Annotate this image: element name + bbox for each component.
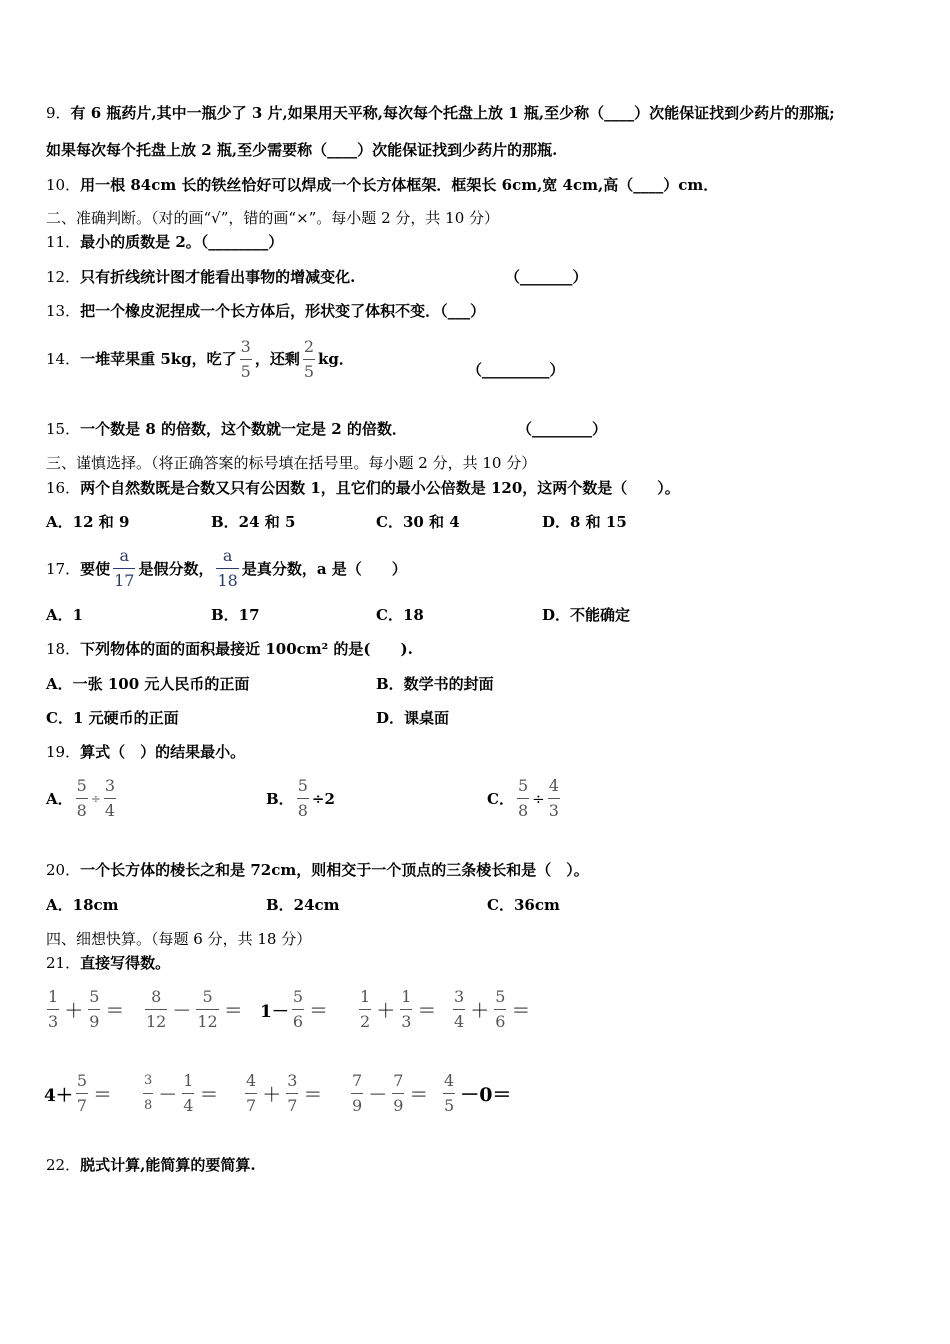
question-text: 是假分数，: [138, 559, 214, 578]
fraction: $\frac{3}{4}$: [454, 987, 465, 1031]
fraction: $\frac{3}{8}$: [143, 1071, 153, 1116]
calc-item: $\frac{4}{5}$ －0＝: [444, 1071, 512, 1115]
question-number: 19．: [46, 743, 81, 761]
section-2-heading: 二、准确判断。（对的画“√”，错的画“×”。每小题 2 分，共 10 分）: [46, 209, 500, 227]
question-text: 用一根 84cm 长的铁丝恰好可以焊成一个长方体框架．框架长 6cm,宽 4cm,高（____）cm．: [80, 176, 719, 194]
question-12: [46, 267, 355, 287]
answer-blank: （_________）: [467, 361, 565, 379]
question-13: [46, 301, 485, 321]
question-text: 算式（ ）的结果最小。: [80, 743, 246, 761]
calc-item: $\frac{1}{2}$ ＋ $\frac{1}{3}$ ＝: [360, 987, 437, 1031]
calc-item: $\frac{4}{7}$ ＋ $\frac{3}{7}$ ＝: [246, 1071, 323, 1115]
option-c: C．18: [376, 606, 424, 624]
calc-item: 1－ $\frac{5}{6}$ ＝: [260, 987, 329, 1031]
fraction: $\frac{4}{3}$: [548, 776, 559, 820]
fraction: $\frac{8}{12}$: [146, 987, 167, 1031]
question-number: 22．: [46, 1156, 81, 1174]
option-b: B．24cm: [266, 896, 340, 914]
fraction: $\frac{4}{7}$: [246, 1071, 257, 1115]
question-number: 21．: [46, 954, 81, 972]
question-20: [46, 860, 589, 880]
question-15: [46, 419, 407, 439]
fraction: $\frac{1}{3}$: [401, 987, 412, 1031]
option-a: A．12 和 9: [46, 513, 130, 531]
option-a: A．18cm: [46, 896, 119, 914]
question-11: [46, 232, 283, 252]
calc-item: $\frac{7}{9}$ － $\frac{7}{9}$ ＝: [352, 1071, 429, 1115]
question-text: 是真分数，a 是（ ）: [241, 559, 407, 578]
fraction: $\frac{5}{7}$: [76, 1071, 88, 1115]
fraction: $\frac{5}{12}$: [197, 987, 218, 1031]
answer-blank: （________）: [517, 420, 608, 438]
fraction: $\frac{5}{9}$: [89, 987, 100, 1031]
question-text: 有 6 瓶药片,其中一瓶少了 3 片,如果用天平称,每次每个托盘上放 1 瓶,至少称（____）次能保证找到少药片的那瓶;: [70, 104, 835, 122]
fraction: $\frac{5}{8}$: [297, 776, 308, 820]
question-number: 14．: [46, 350, 81, 368]
question-17: [46, 546, 407, 591]
question-number: 9．: [46, 104, 71, 122]
question-text: 两个自然数既是合数又只有公因数 1，且它们的最小公倍数是 120，这两个数是（ ）。: [80, 479, 680, 497]
question-text: ，还剩: [254, 350, 300, 368]
fraction: $\frac{5}{8}$: [517, 776, 529, 820]
option-c: C．1 元硬币的正面: [46, 709, 179, 727]
question-number: 17．: [46, 559, 81, 578]
question-text: 最小的质数是 2。（________）: [80, 233, 284, 251]
question-number: 18．: [46, 640, 81, 658]
fraction: $\frac{3}{4}$: [104, 776, 116, 820]
option-c: C． $\frac{5}{8}$ ÷ $\frac{4}{3}$: [487, 776, 559, 820]
question-10: [46, 175, 718, 195]
question-21: [46, 953, 170, 973]
question-14: [46, 336, 354, 382]
fraction: $\frac{2}{5}$: [303, 336, 315, 381]
option-c: C．36cm: [487, 896, 560, 914]
question-number: 13．: [46, 302, 81, 320]
fraction: $\frac{4}{5}$: [444, 1071, 455, 1115]
calc-item: 4＋ $\frac{5}{7}$ ＝: [44, 1071, 113, 1115]
option-a: A．一张 100 元人民币的正面: [46, 675, 250, 693]
option-d: D．8 和 15: [542, 513, 627, 531]
question-text: 下列物体的面的面积最接近 100cm² 的是( ).: [80, 640, 413, 658]
question-9-line1: [46, 103, 835, 123]
question-text: 把一个橡皮泥捏成一个长方体后，形状变了体积不变．（___）: [80, 302, 486, 320]
option-c: C．30 和 4: [376, 513, 460, 531]
question-number: 20．: [46, 861, 81, 879]
option-b: B．17: [211, 606, 260, 624]
question-number: 12．: [46, 268, 81, 286]
question-text: 一个长方体的棱长之和是 72cm，则相交于一个顶点的三条棱长和是（ ）。: [80, 861, 589, 879]
question-text: 脱式计算,能简算的要简算.: [80, 1156, 256, 1174]
question-16: [46, 478, 680, 498]
question-text: 一个数是 8 的倍数，这个数就一定是 2 的倍数．: [80, 420, 407, 438]
fraction: $\frac{7}{9}$: [393, 1071, 404, 1115]
option-b: B．数学书的封面: [376, 675, 494, 693]
question-text: 一堆苹果重 5kg，吃了: [80, 350, 237, 368]
question-number: 16．: [46, 479, 81, 497]
fraction: $\frac{1}{4}$: [183, 1071, 194, 1115]
calc-item: $\frac{8}{12}$ － $\frac{5}{12}$ ＝: [146, 987, 243, 1031]
section-4-heading: 四、细想快算。（每题 6 分，共 18 分）: [46, 930, 312, 948]
calc-item: $\frac{3}{8}$ － $\frac{1}{4}$ ＝: [144, 1071, 219, 1115]
question-number: 15．: [46, 420, 81, 438]
fraction: $\frac{a}{18}$: [217, 546, 238, 590]
fraction: $\frac{1}{3}$: [48, 987, 59, 1031]
fraction: $\frac{3}{7}$: [287, 1071, 298, 1115]
question-text: 要使: [80, 559, 111, 578]
section-3-heading: 三、谨慎选择。（将正确答案的标号填在括号里。每小题 2 分，共 10 分）: [46, 454, 537, 472]
option-d: D．课桌面: [376, 709, 450, 727]
fraction: $\frac{5}{6}$: [292, 987, 304, 1031]
fraction: $\frac{7}{9}$: [352, 1071, 363, 1115]
fraction: $\frac{3}{5}$: [240, 336, 251, 381]
answer-blank: （_______）: [505, 268, 588, 286]
option-d: D．不能确定: [542, 606, 631, 624]
question-18: [46, 639, 413, 659]
fraction: $\frac{a}{17}$: [114, 546, 135, 590]
question-number: 11．: [46, 233, 81, 251]
question-9-line2: 如果每次每个托盘上放 2 瓶,至少需要称（____）次能保证找到少药片的那瓶.: [46, 141, 558, 159]
question-text: 直接写得数。: [80, 954, 171, 972]
question-22: [46, 1155, 256, 1175]
fraction: $\frac{5}{6}$: [495, 987, 506, 1031]
fraction: $\frac{1}{2}$: [360, 987, 371, 1031]
question-19: [46, 742, 245, 762]
option-b: B．24 和 5: [211, 513, 296, 531]
question-number: 10．: [46, 176, 81, 194]
fraction: $\frac{5}{8}$: [76, 776, 87, 820]
option-a: A． $\frac{5}{8}$ ÷ $\frac{3}{4}$: [46, 776, 116, 820]
option-b: B． $\frac{5}{8}$ ÷2: [266, 776, 335, 820]
calc-item: $\frac{1}{3}$ ＋ $\frac{5}{9}$ ＝: [48, 987, 125, 1031]
question-text: kg．: [318, 350, 354, 368]
calc-item: $\frac{3}{4}$ ＋ $\frac{5}{6}$ ＝: [454, 987, 531, 1031]
option-a: A．1: [46, 606, 84, 624]
question-text: 只有折线统计图才能看出事物的增减变化.: [80, 268, 356, 286]
